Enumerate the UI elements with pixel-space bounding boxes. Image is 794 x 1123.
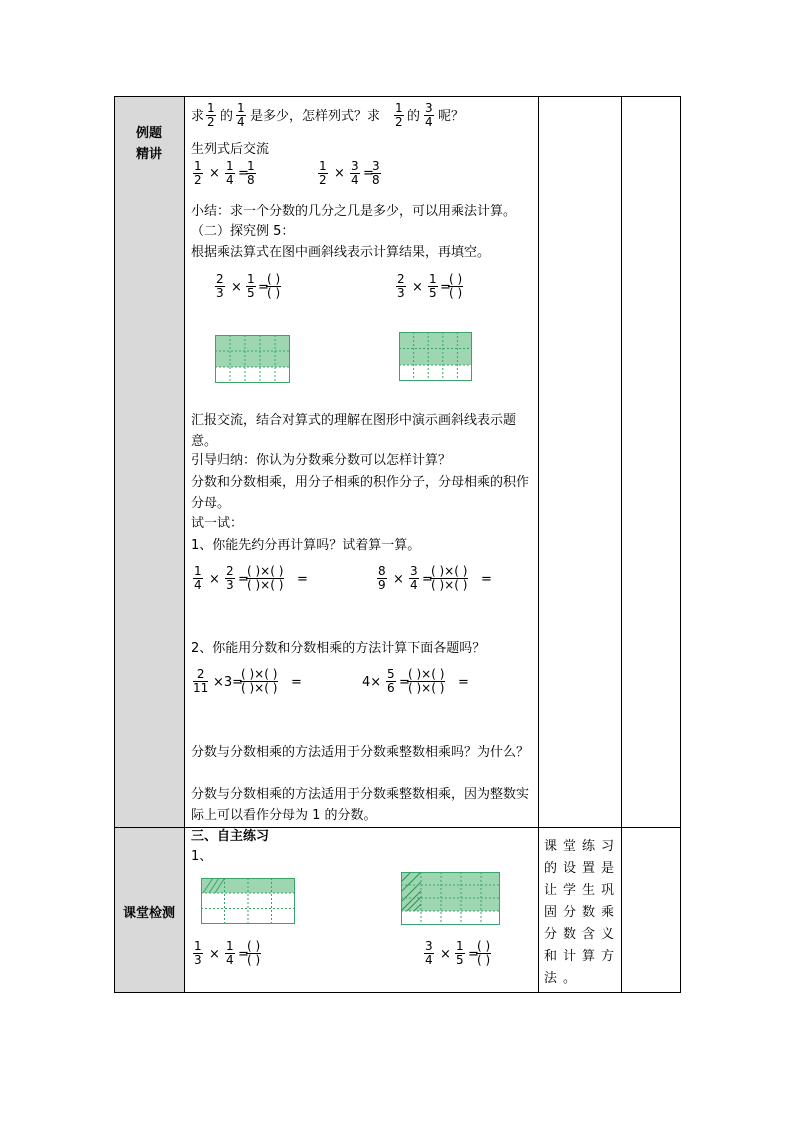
text-instruction: 根据乘法算式在图中画斜线表示计算结果，再填空。 [191, 245, 491, 260]
times-sign: × [231, 280, 242, 295]
fraction: $\frac{1}{5}$ [247, 272, 255, 300]
table-border [538, 96, 539, 993]
fraction: $\frac{1}{4}$ [194, 564, 202, 592]
answer-blank: ( )×( ) ( )×( ) [241, 667, 278, 695]
fraction: $\frac{2}{3}$ [216, 272, 224, 300]
text-discussion: 生列式后交流 [191, 142, 270, 157]
text-guide: 引导归纳：你认为分数乘分数可以怎样计算？ [191, 453, 452, 468]
fraction: $\frac{8}{9}$ [378, 564, 386, 592]
text-try: 试一试： [191, 516, 244, 531]
row-label-example-line1: 例题 [135, 126, 162, 141]
fraction: $\frac{1}{2}$ [207, 101, 215, 129]
text-report: 汇报交流，结合对算式的理解在图形中演示画斜线表示题意。 [191, 413, 517, 449]
times-sign: × [440, 947, 451, 962]
fraction: $\frac{1}{5}$ [429, 272, 437, 300]
text-rule: 分数和分数相乘，用分子相乘的积作分子，分母相乘的积作分母。 [191, 475, 530, 511]
equals-sign: = [238, 572, 249, 587]
fraction: $\frac{1}{8}$ [247, 159, 255, 187]
equals-sign: = [258, 280, 269, 295]
fraction: $\frac{1}{5}$ [456, 939, 464, 967]
fraction: $\frac{3}{4}$ [425, 101, 433, 129]
practice-item-1: 1、 [191, 849, 213, 864]
equals-sign: = [422, 572, 433, 587]
table-border [184, 96, 185, 993]
equals-sign: = [399, 675, 410, 690]
times-sign: × [209, 572, 220, 587]
equals-sign: = [238, 166, 249, 181]
text: 的 [220, 109, 234, 124]
text-ask-prefix: 求 [191, 109, 205, 124]
table-border [114, 96, 115, 993]
equals-sign: = [297, 572, 308, 587]
practice-grid-2 [401, 872, 500, 925]
row-label-example-line2: 精讲 [135, 147, 162, 162]
equals-sign: = [458, 675, 469, 690]
fraction: $\frac{5}{6}$ [387, 667, 395, 695]
shading-grid-2 [399, 332, 472, 381]
four-times: 4× [362, 675, 382, 690]
answer-blank: ( )×( ) ( )×( ) [247, 564, 284, 592]
label-cell-bg-1 [114, 97, 184, 827]
shading-grid-1 [215, 335, 290, 383]
fraction: $\frac{1}{3}$ [194, 939, 202, 967]
text-answer: 分数与分数相乘的方法适用于分数乘整数相乘，因为整数实际上可以看作分母为 1 的分数。 [191, 787, 530, 823]
fraction: $\frac{3}{8}$ [372, 159, 380, 187]
equals-sign: = [291, 675, 302, 690]
times-sign: × [209, 166, 220, 181]
fraction: $\frac{3}{4}$ [410, 564, 418, 592]
design-note: 课堂练习的设置是让学生巩固分数乘分数含义和计算方法。 [544, 839, 621, 986]
fraction: $\frac{1}{4}$ [237, 101, 245, 129]
text: 是多少，怎样列式？求 [250, 109, 381, 124]
practice-title: 三、自主练习 [191, 829, 270, 844]
text-summary: 小结：求一个分数的几分之几是多少，可以用乘法计算。 [191, 204, 517, 219]
equals-sign: = [440, 280, 451, 295]
equals-sign: = [481, 572, 492, 587]
text: 的 [407, 109, 421, 124]
fraction: $\frac{3}{4}$ [351, 159, 359, 187]
fraction: $\frac{2}{3}$ [397, 272, 405, 300]
times-three: ×3= [213, 675, 244, 690]
row-label-check: 课堂检测 [122, 906, 175, 921]
table-border [114, 96, 681, 97]
answer-blank: ( ) ( ) [267, 272, 281, 300]
answer-blank: ( )×( ) ( )×( ) [408, 667, 445, 695]
equals-sign: = [238, 947, 249, 962]
fraction: $\frac{2}{3}$ [226, 564, 234, 592]
times-sign: × [209, 947, 220, 962]
fraction: $\frac{1}{4}$ [226, 939, 234, 967]
answer-blank: ( )×( ) ( )×( ) [431, 564, 468, 592]
fraction: $\frac{1}{2}$ [194, 159, 202, 187]
equals-sign: = [363, 166, 374, 181]
fraction: $\frac{1}{2}$ [319, 159, 327, 187]
answer-blank: ( ) ( ) [247, 939, 261, 967]
text-question-2: 2、你能用分数和分数相乘的方法计算下面各题吗？ [191, 641, 486, 656]
fraction: $\frac{3}{4}$ [425, 939, 433, 967]
equals-sign: = [468, 947, 479, 962]
text: 呢？ [438, 109, 465, 124]
times-sign: × [412, 280, 423, 295]
fraction: $\frac{2}{11}$ [193, 667, 209, 695]
times-sign: × [334, 166, 345, 181]
fraction: $\frac{1}{4}$ [226, 159, 234, 187]
practice-grid-1 [201, 878, 295, 924]
times-sign: × [393, 572, 404, 587]
text-explore: （二）探究例 5： [191, 224, 295, 239]
text-question-1: 1、你能先约分再计算吗？试着算一算。 [191, 538, 421, 553]
fraction: $\frac{1}{2}$ [395, 101, 403, 129]
answer-blank: ( ) ( ) [477, 939, 491, 967]
text-question: 分数与分数相乘的方法适用于分数乘整数相乘吗？为什么？ [191, 745, 530, 760]
table-border [680, 96, 681, 993]
answer-blank: ( ) ( ) [449, 272, 463, 300]
table-border [114, 992, 681, 993]
